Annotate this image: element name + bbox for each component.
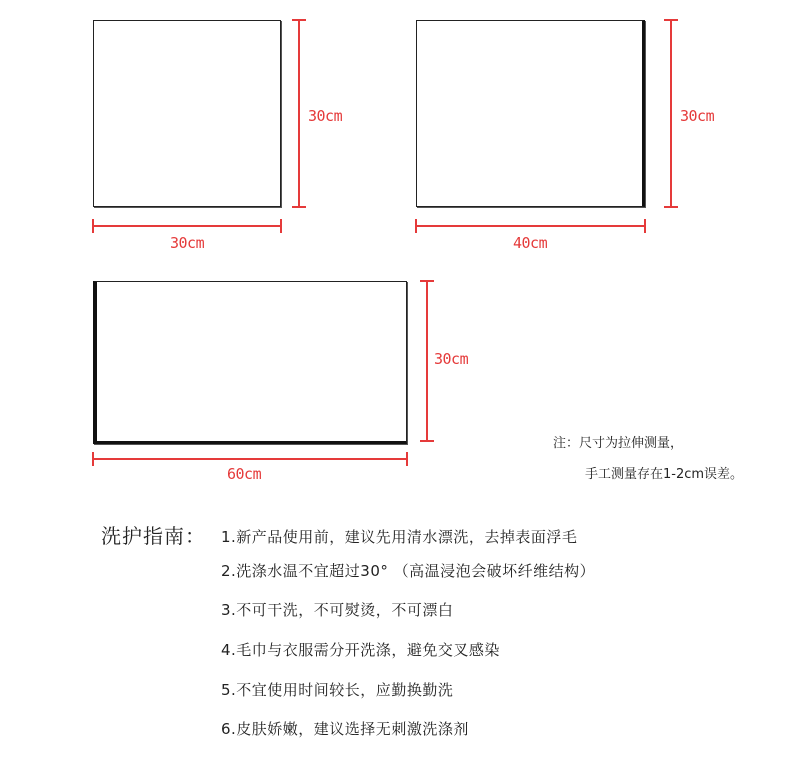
towel-2-height-label: 30cm [680, 107, 715, 125]
towel-3-height-label: 30cm [434, 350, 469, 368]
care-guide-item-2: 2.洗涤水温不宜超过30° （高温浸泡会破坏纤维结构） [221, 562, 596, 580]
measurement-note-line-2: 手工测量存在1-2cm误差。 [585, 467, 744, 482]
measurement-note-line-1: 注：尺寸为拉伸测量， [553, 436, 684, 451]
care-guide-item-6: 6.皮肤娇嫩，建议选择无刺激洗涤剂 [221, 720, 469, 738]
care-guide-item-5: 5.不宜使用时间较长，应勤换勤洗 [221, 681, 454, 699]
care-guide-title: 洗护指南： [101, 524, 206, 548]
care-guide-item-1: 1.新产品使用前，建议先用清水漂洗，去掉表面浮毛 [221, 528, 578, 546]
towel-1-width-label: 30cm [170, 234, 205, 252]
towel-2-width-label: 40cm [513, 234, 548, 252]
care-guide-item-4: 4.毛巾与衣服需分开洗涤，避免交叉感染 [221, 641, 500, 659]
towel-3-width-label: 60cm [227, 465, 262, 483]
care-guide-item-3: 3.不可干洗，不可熨烫，不可漂白 [221, 601, 454, 619]
towel-1-height-label: 30cm [308, 107, 343, 125]
